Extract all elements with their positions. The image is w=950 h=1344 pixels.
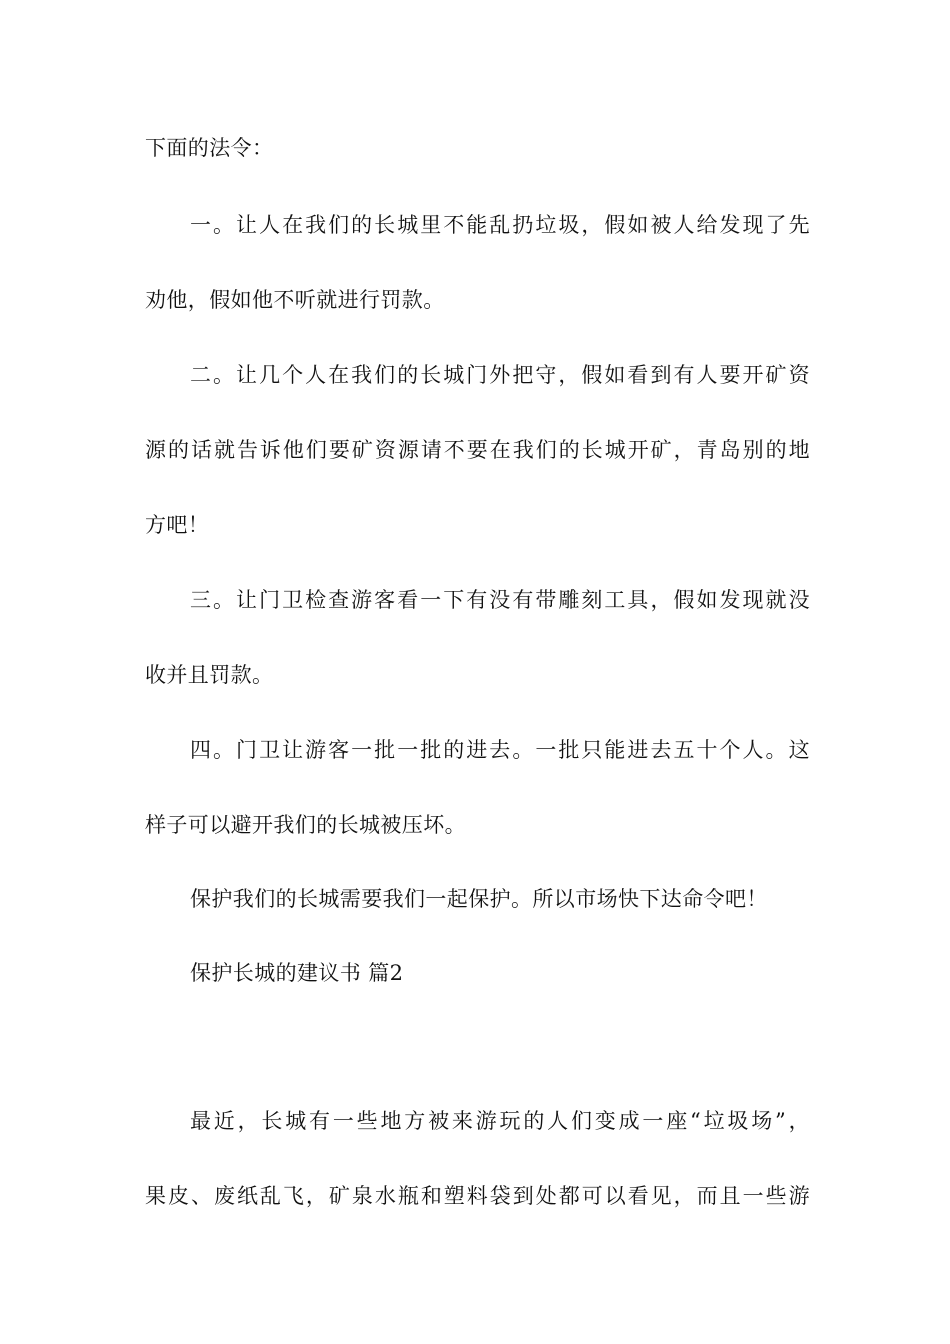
law-item-2-line-3: 方吧！ bbox=[145, 513, 210, 537]
law-item-3-line-2: 收并且罚款。 bbox=[145, 663, 274, 687]
law-item-2-line-2: 源的话就告诉他们要矿资源请不要在我们的长城开矿，青岛别的地 bbox=[145, 438, 810, 462]
paragraph-line: 下面的法令： bbox=[145, 136, 274, 160]
law-item-3-line-1: 三。让门卫检查游客看一下有没有带雕刻工具，假如发现就没 bbox=[190, 588, 810, 612]
law-item-4-line-1: 四。门卫让游客一批一批的进去。一批只能进去五十个人。这 bbox=[190, 738, 810, 762]
section-heading: 保护长城的建议书 篇2 bbox=[190, 961, 404, 985]
paragraph-line: 最近，长城有一些地方被来游玩的人们变成一座“垃圾场”， bbox=[190, 1109, 810, 1133]
closing-line: 保护我们的长城需要我们一起保护。所以市场快下达命令吧！ bbox=[190, 887, 768, 911]
law-item-4-line-2: 样子可以避开我们的长城被压坏。 bbox=[145, 813, 466, 837]
law-item-1-line-2: 劝他，假如他不听就进行罚款。 bbox=[145, 288, 445, 312]
law-item-1-line-1: 一。让人在我们的长城里不能乱扔垃圾，假如被人给发现了先 bbox=[190, 213, 810, 237]
paragraph-line: 果皮、废纸乱飞，矿泉水瓶和塑料袋到处都可以看见，而且一些游 bbox=[145, 1184, 810, 1208]
law-item-2-line-1: 二。让几个人在我们的长城门外把守，假如看到有人要开矿资 bbox=[190, 363, 810, 387]
